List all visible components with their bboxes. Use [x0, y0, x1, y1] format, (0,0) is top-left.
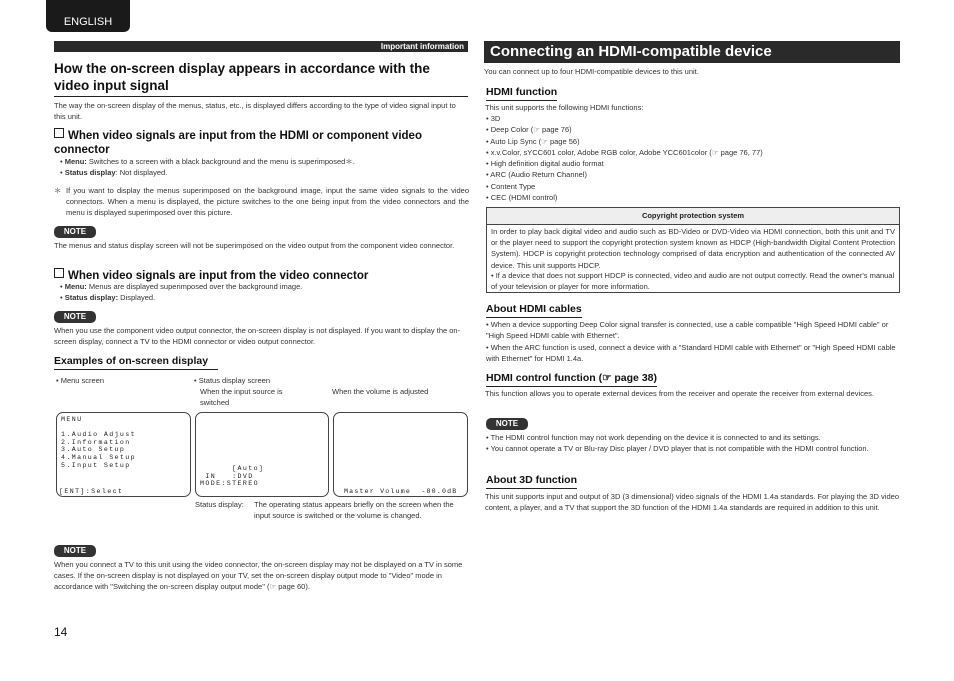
menu-screen-example — [56, 412, 191, 497]
list-item: • CEC (HDMI control) — [486, 192, 900, 203]
sec1-item-2-text: : Not displayed. — [115, 168, 168, 177]
list-item: • When the ARC function is used, connect a device with a "Standard HDMI cable with Ethernet" or "High Speed HDMI cable with Ethernet" for HDMI 1.4a. — [486, 342, 900, 365]
sec2-item-2-text: Displayed. — [118, 293, 156, 302]
copyright-protection-heading: Copyright protection system — [487, 208, 899, 225]
list-item: • ARC (Audio Return Channel) — [486, 169, 900, 180]
left-intro: The way the on-screen display of the menus, status, etc., is displayed differs according to the type of video signal input to this unit. — [54, 101, 456, 122]
copyright-protection-bullet: • If a device that does not support HDCP is connected, video and audio are not output correctly. Read the owner's manual of your television or player for more information. — [491, 271, 895, 292]
sec2-item-1: • Menu: Menus are displayed superimposed over the background image. — [60, 282, 303, 291]
list-item: • You cannot operate a TV or Blu-ray Disc player / DVD player that is not compatible with the HDMI control function. — [486, 443, 900, 454]
hdmi-function-heading: HDMI function — [486, 86, 557, 101]
sec2-item-1-text: Menus are displayed superimposed over the background image. — [86, 282, 303, 291]
hdmi-component-heading-text: When video signals are input from the HDMI or component video connector — [54, 130, 422, 156]
list-item: • When a device supporting Deep Color signal transfer is connected, use a cable compatible "High Speed HDMI cable" or "High Speed HDMI cable with Ethernet". — [486, 319, 900, 342]
left-section-title: How the on-screen display appears in accordance with the video input signal — [54, 61, 430, 93]
sec2-item-2-label: Status display: — [64, 293, 119, 302]
volume-status-line: Master Volume -80.0dB — [344, 488, 458, 495]
language-tab — [46, 0, 130, 32]
right-section-title: Connecting an HDMI-compatible device — [484, 41, 900, 63]
checkbox-icon — [54, 268, 64, 278]
hdmi-function-list — [486, 113, 900, 203]
status-caption-label: Status display: — [195, 500, 244, 509]
hdmi-control-heading: HDMI control function (☞ page 38) — [486, 372, 657, 387]
hdmi-cables-heading: About HDMI cables — [486, 303, 582, 318]
right-intro: You can connect up to four HDMI-compatible devices to this unit. — [484, 67, 699, 76]
status-screen-label: • Status display screen — [194, 376, 270, 385]
hdmi-function-intro: This unit supports the following HDMI functions: — [485, 103, 644, 112]
copyright-protection-bullet-text: If a device that does not support HDCP is connected, video and audio are not output correctly. Read the owner's manual of your television or player for more information. — [491, 271, 895, 292]
list-item: • Content Type — [486, 181, 900, 192]
hdmi-component-heading — [54, 128, 468, 157]
hdmi-control-notes — [486, 432, 900, 455]
list-item: • High definition digital audio format — [486, 158, 900, 169]
examples-heading: Examples of on-screen display — [54, 355, 218, 370]
sec2-item-2: • Status display: Displayed. — [60, 293, 156, 302]
status-volume-label: When the volume is adjusted — [332, 387, 429, 396]
page-number: 14 — [54, 625, 68, 639]
list-item: • Auto Lip Sync (☞ page 56) — [486, 136, 900, 147]
copyright-protection-text: In order to play back digital video and audio such as BD-Video or DVD-Video via HDMI connection, both this unit and TV or the player need to support the copyright protection system known as HDCP (High-bandwidth Digital Content Protection System). HDCP is copyright protection technology comprised of data encryption and authentication of the connected AV device. This unit supports HDCP. — [491, 227, 895, 270]
note-badge: NOTE — [54, 226, 96, 238]
language-label: ENGLISH — [63, 16, 113, 28]
sec1-item-1-label: Menu: — [64, 157, 87, 166]
input-status-screen-example — [195, 412, 329, 497]
menu-screen-label: • Menu screen — [56, 376, 105, 385]
video-connector-heading-text: When video signals are input from the video connector — [68, 270, 369, 282]
hdmi-control-text: This function allows you to operate external devices from the receiver and operate the receiver from external devices. — [485, 389, 874, 398]
list-item: • Deep Color (☞ page 76) — [486, 124, 900, 135]
sec2-item-1-label: Menu: — [64, 282, 87, 291]
sec1-item-2: • Status display: Not displayed. — [60, 168, 168, 177]
important-information-bar: Important information — [54, 41, 468, 52]
list-item: • 3D — [486, 113, 900, 124]
note1-text: The menus and status display screen will not be superimposed on the video output from the component video connector. — [54, 241, 455, 250]
note2-text: When you use the component video output connector, the on-screen display is not displayed. If you want to display the on-screen display, connect a TV to the HDMI connector or video output connector. — [54, 326, 461, 347]
status-input-label: When the input source is switched — [200, 387, 283, 408]
note-badge: NOTE — [54, 311, 96, 323]
note3-text: When you connect a TV to this unit using the video connector, the on-screen display may not be displayed on a TV in some cases. If the on-screen display is not displayed on your TV, set the on-screen display output mode to "Video" mode in accordance with "Switching the on-screen display output mode" (☞ page 60). — [54, 560, 463, 592]
menu-screen-footer: [ENT]:Select — [59, 488, 124, 495]
list-item: • The HDMI control function may not work depending on the device it is connected to and its settings. — [486, 432, 900, 443]
menu-screen-lines: MENU 1.Audio Adjust 2.Information 3.Auto Setup 4.Manual Setup 5.Input Setup — [61, 416, 136, 469]
sec1-item-1-text: Switches to a screen with a black background and the menu is superimposed＊. — [86, 157, 355, 166]
title-rule — [54, 96, 468, 97]
sec1-footnote: If you want to display the menus superimposed on the background image, input the same video signals to the video connectors. When a menu is displayed, the picture switches to the one being input from the video connectors and the menu is displayed superimposed over this picture. — [66, 186, 469, 218]
list-item: • x.v.Color, sYCC601 color, Adobe RGB color, Adobe YCC601color (☞ page 76, 77) — [486, 147, 900, 158]
input-status-lines: [Auto] IN :DVD MODE:STEREO — [200, 465, 265, 488]
sec1-item-1: • Menu: Switches to a screen with a black background and the menu is superimposed＊. — [60, 157, 355, 166]
footnote-mark: ＊ — [54, 186, 62, 195]
3d-function-text: This unit supports input and output of 3D (3 dimensional) video signals of the HDMI 1.4a standards. For playing the 3D video content, a player, and a TV that support the 3D function of the HDMI 1.4a standards are required in addition to this unit. — [485, 492, 899, 513]
copyright-protection-box — [486, 207, 900, 293]
note-badge: NOTE — [54, 545, 96, 557]
3d-function-heading: About 3D function — [486, 474, 577, 489]
checkbox-icon — [54, 128, 64, 138]
status-caption-text: The operating status appears briefly on the screen when the input source is switched or the volume is changed. — [254, 500, 454, 521]
sec1-item-2-label: Status display — [64, 168, 116, 177]
hdmi-cables-list — [486, 319, 900, 364]
note-badge: NOTE — [486, 418, 528, 430]
volume-status-screen-example — [333, 412, 468, 497]
